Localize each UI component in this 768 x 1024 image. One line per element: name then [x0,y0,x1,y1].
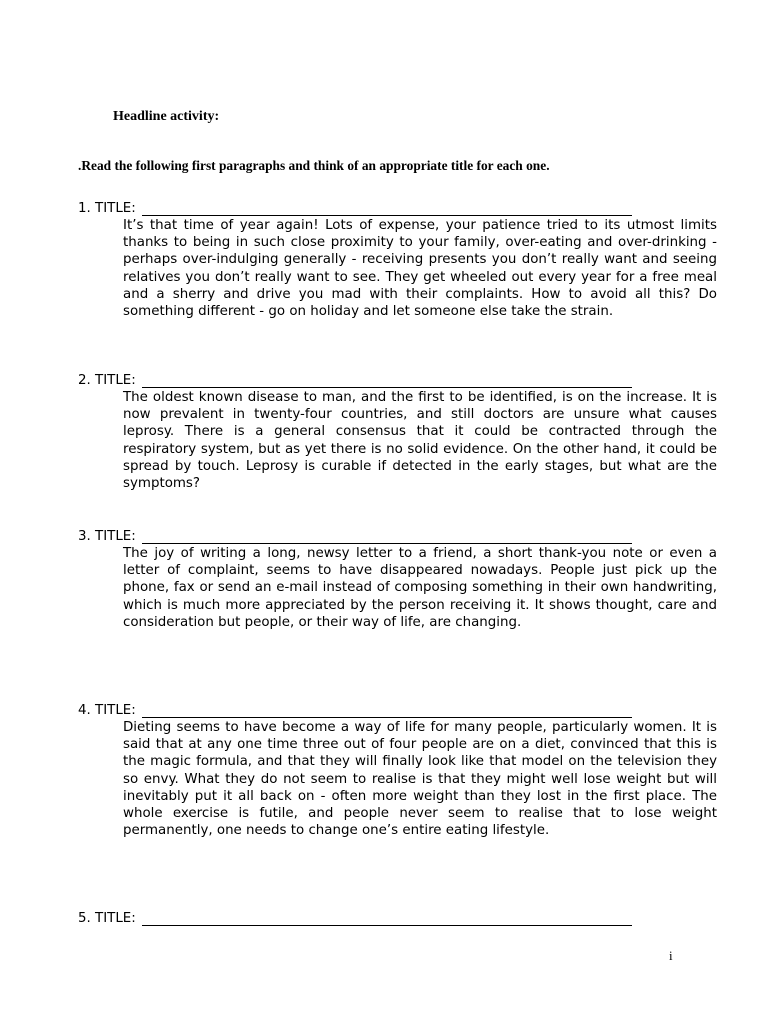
paragraph: Dieting seems to have become a way of life for many people, particularly women. It is said that at any one time three out of four people are on a diet, convinced that this is the magic formula, and that they will finally look like that model on the television they so envy. What they do not seem to realise is that they might well lose weight but will inevitably put it all back on - often more weight than they lost in the first place. The whole exercise is futile, and people never seem to realise that to lose weight permanently, one needs to change one’s entire eating lifestyle. [123,720,717,839]
paragraph: The joy of writing a long, newsy letter to a friend, a short thank-you note or even a letter of complaint, seems to have disappeared nowadays. People just pick up the phone, fax or send an e-mail instead of composing something in their own handwriting, which is much more appreciated by the person receiving it. It shows thought, care and consideration but people, or their way of life, are changing. [123,546,717,630]
paragraph: The oldest known disease to man, and the first to be identified, is on the increase. It is now prevalent in twenty-four countries, and still doctors are unsure what causes leprosy. There is a general consensus that it could be contracted through the respiratory system, but as yet there is no solid evidence. On the other hand, it could be spread by touch. Leprosy is curable if detected in the early stages, but what are the symptoms? [123,390,717,492]
exercise-item-1 [78,200,718,320]
title-blank-line [142,374,632,388]
title-label: 3. TITLE: [78,529,136,544]
title-blank-line [142,202,632,216]
title-label: 2. TITLE: [78,373,136,388]
title-label: 5. TITLE: [78,911,136,926]
title-blank-line [142,704,632,718]
exercise-item-2 [78,372,718,492]
title-line [78,200,718,217]
title-blank-line [142,530,632,544]
exercise-item-5 [78,910,718,927]
exercise-item-4 [78,702,718,839]
title-label: 1. TITLE: [78,201,136,216]
paragraph: It’s that time of year again! Lots of expense, your patience tried to its utmost limits thanks to being in such close proximity to your family, over-eating and over-drinking - perhaps over-indulging generally - receiving presents you don’t really want and seeing relatives you don’t really want to see. They get wheeled out every year for a free meal and a sherry and drive you mad with their complaints. How to avoid all this? Do something different - go on holiday and let someone else take the strain. [123,218,717,320]
exercise-item-3 [78,528,718,631]
title-label: 4. TITLE: [78,703,136,718]
title-blank-line [142,912,632,926]
title-line [78,910,718,927]
title-line [78,528,718,545]
page-number: i [669,948,673,963]
instructions: .Read the following first paragraphs and think of an appropriate title for each one. [78,158,550,173]
title-line [78,702,718,719]
page-heading: Headline activity: [113,109,220,124]
title-line [78,372,718,389]
